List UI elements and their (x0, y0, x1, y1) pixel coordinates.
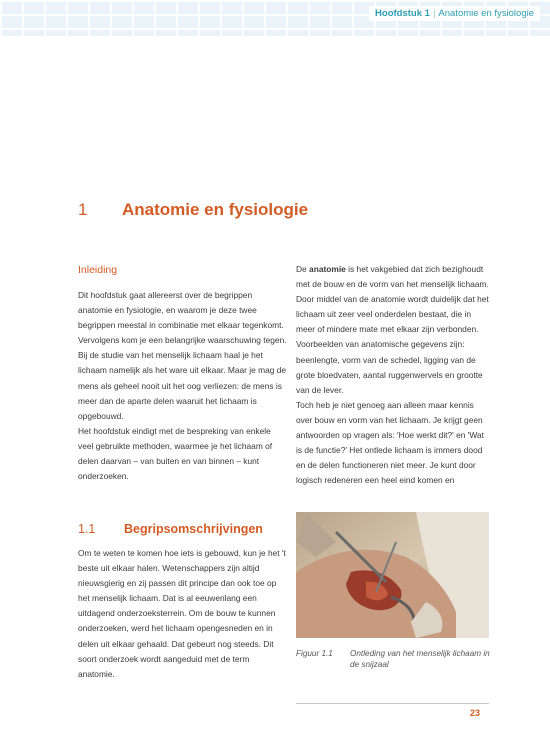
section-heading (78, 522, 263, 536)
right-paragraph-3: Toch heb je niet genoeg aan alleen maar kennis over bouw en vorm van het lichaam. Je krijgt geen antwoorden op vragen als: 'Hoe werkt dit?' en 'Wat is de functie?' Het ontlede lichaam is immers dood en de delen functioneren niet meer. Je kunt door logisch redeneren een heel eind komen en (296, 399, 484, 486)
dissection-photo (296, 512, 489, 638)
section-paragraph: Om te weten te komen hoe iets is gebouwd, kun je het 't beste uit elkaar halen. Wetenschappers zijn altijd nieuwsgierig en zij passen dit principe dan ook toe op het menselijk lichaam. Dat is al eeuwenlang een uitdagend onderzoeksterrein. Om de bouw te kunnen onderzoeken, werd het lichaam opengesneden en in delen uit elkaar gehaald. Dat gebeurt nog steeds. Dit soort onderzoek wordt aangeduid met de term anatomie. (78, 548, 286, 679)
figure-caption-text: Ontleding van het menselijk lichaam in de snijzaal (350, 649, 490, 669)
header-separator: | (432, 8, 436, 19)
chapter-heading (78, 200, 308, 220)
section-number: 1.1 (78, 522, 96, 536)
header-chapter-label: Hoofdstuk 1 (375, 8, 430, 19)
chapter-number: 1 (78, 200, 88, 219)
intro-paragraph: Vervolgens kom je een belangrijke waarschuwing tegen. Bij de studie van het menselijk lichaam haal je het lichaam namelijk als het ware uit elkaar. Maar je mag de mens als geheel nooit uit het oog verliezen: de mens is meer dan de aparte delen waaruit het lichaam is opgebouwd. (78, 335, 287, 421)
section-title: Begripsomschrijvingen (124, 522, 263, 536)
p1-post: is het vakgebied dat zich bezighoudt met de bouw en de vorm van het menselijk lichaam. Door middel van de anatomie wordt duidelijk dat het lichaam uit zeer veel onderdelen bestaat, die in meer of mindere mate met elkaar zijn verbonden. (296, 264, 489, 335)
section-text (78, 546, 288, 682)
footer-rule (296, 703, 489, 704)
right-paragraph-1 (296, 262, 489, 337)
dissection-photo-illustration (296, 512, 489, 638)
intro-paragraph: Het hoofdstuk eindigt met de bespreking van enkele veel gebruikte methoden, waarmee je het lichaam of delen daarvan – van buiten en van binnen – kunt onderzoeken. (78, 425, 273, 482)
term-anatomie: anatomie (309, 264, 346, 274)
chapter-title: Anatomie en fysiologie (122, 200, 309, 219)
right-paragraph-2: Voorbeelden van anatomische gegevens zijn: beenlengte, vorm van de schedel, ligging van de grote bloedvaten, aantal ruggenwervels en grootte van de lever. (296, 339, 483, 395)
intro-paragraph: Dit hoofdstuk gaat allereerst over de begrippen anatomie en fysiologie, en waarom je deze twee begrippen meestal in combinatie met elkaar tegenkomt. (78, 290, 284, 331)
running-header (369, 6, 540, 21)
intro-heading: Inleiding (78, 264, 118, 276)
page-number: 23 (470, 708, 481, 718)
right-column-text (296, 262, 489, 488)
figure-label: Figuur 1.1 (296, 649, 333, 658)
intro-text (78, 288, 288, 484)
header-chapter-title: Anatomie en fysiologie (438, 8, 534, 19)
p1-pre: De (296, 264, 310, 274)
